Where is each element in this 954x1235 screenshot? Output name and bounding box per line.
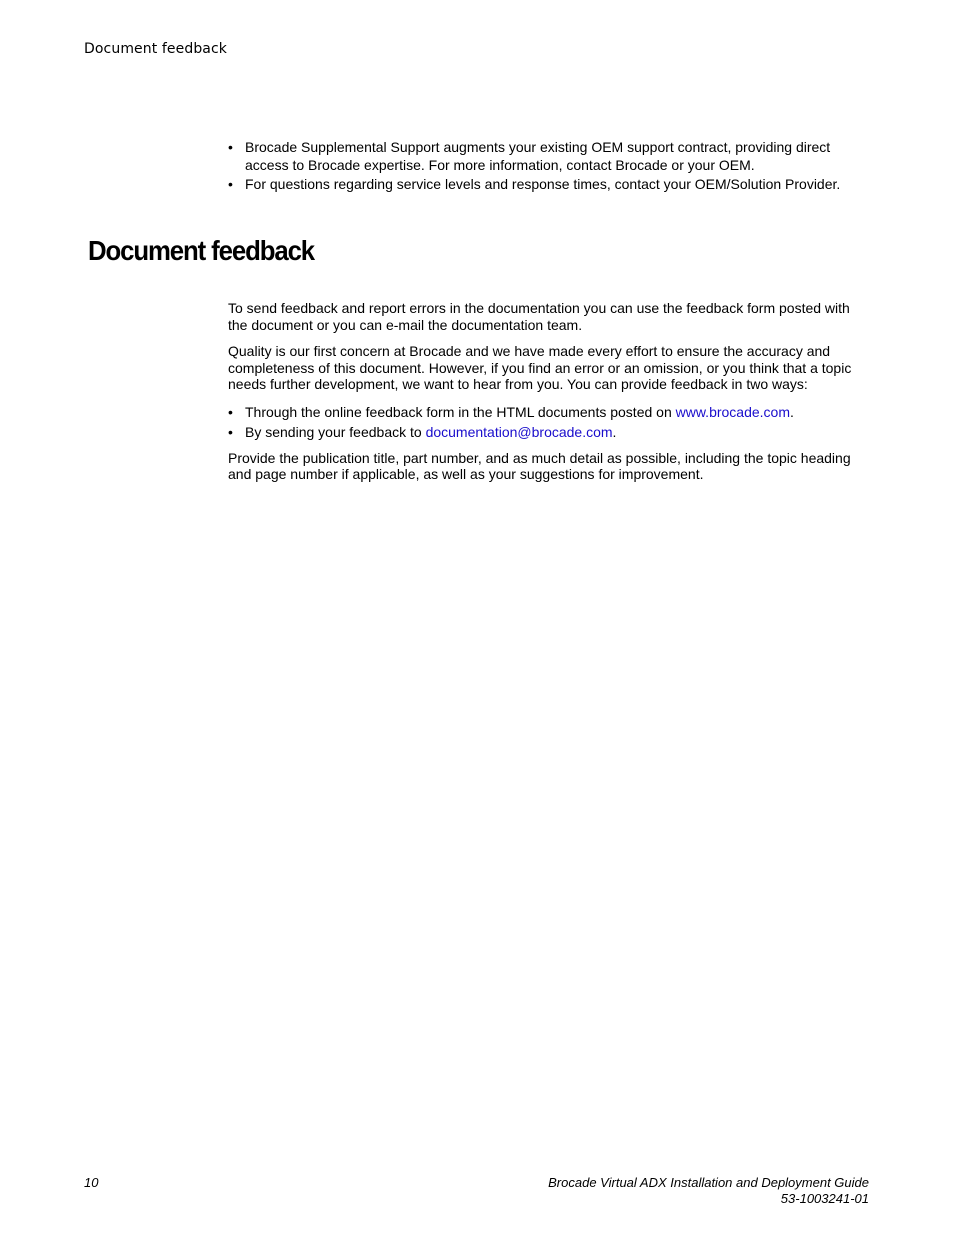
list-item [228,423,860,442]
bullet-icon: • [228,139,233,155]
list-item-text: For questions regarding service levels and response times, contact your OEM/Solution Provider. [245,176,841,192]
list-item [228,138,858,174]
guide-title: Brocade Virtual ADX Installation and Deployment Guide [548,1175,869,1190]
list-item-end: . [790,403,794,420]
list-item [228,403,860,422]
paragraph-quality: Quality is our first concern at Brocade and we have made every effort to ensure the accuracy and completeness of this document. However, if you find an error or an omission, or you think that a topic needs further development, we want to hear from you. You can provide feedback in two ways: [228,343,852,392]
section-title: Document feedback [88,235,315,266]
list-item-text: By sending your feedback to [245,423,426,440]
bullet-icon: • [228,176,233,192]
paragraph-details: Provide the publication title, part number, and as much detail as possible, including the topic heading and page number if applicable, as well as your suggestions for improvement. [228,449,851,482]
footer-info [548,1175,869,1207]
section-body [228,300,860,493]
documentation-email-link[interactable]: documentation@brocade.com [425,423,613,440]
paragraph-intro: To send feedback and report errors in the documentation you can use the feedback form posted with the document or you can e-mail the documentation team. [228,300,850,333]
brocade-website-link[interactable]: www.brocade.com [675,403,791,420]
support-bullet-list [228,138,858,194]
page-number: 10 [84,1175,99,1190]
part-number: 53-1003241-01 [780,1191,869,1206]
bullet-icon: • [228,423,233,440]
list-item-text: Through the online feedback form in the HTML documents posted on [245,403,676,420]
running-header: Document feedback [84,41,227,57]
feedback-ways-list [228,403,860,442]
list-item-text: Brocade Supplemental Support augments your existing OEM support contract, providing direct access to Brocade expertise. For more information, contact Brocade or your OEM. [245,139,831,173]
list-item-end: . [612,423,617,440]
bullet-icon: • [228,403,233,420]
list-item [228,175,858,193]
